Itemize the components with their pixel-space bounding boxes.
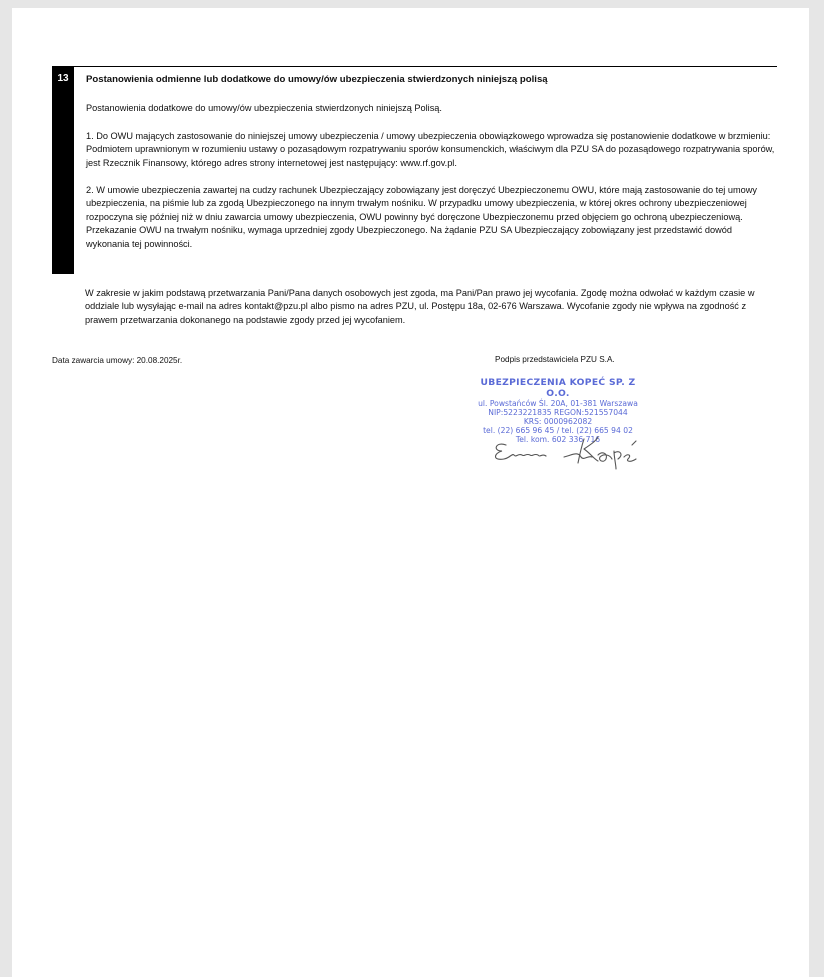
stamp-ids: NIP:5223221835 REGON:521557044 xyxy=(488,408,628,417)
stamp-company-name: UBEZPIECZENIA KOPEĆ SP. Z O.O. xyxy=(480,377,636,399)
paragraph-1-detail: Podmiotem uprawnionym w rozumieniu ustawy o pozasądowym rozpatrywaniu sporów konsumenckich, właściwym dla PZU SA do pozasądowego rozpatrywania sporów, jest Rzecznik Finansowy, którego adres strony internetowej jest następujący: www.rf.gov.pl. xyxy=(86,144,775,168)
stamp-krs: KRS: 0000962082 xyxy=(523,417,593,426)
section-13 xyxy=(52,66,777,251)
consent-text: W zakresie w jakim podstawą przetwarzania Pani/Pana danych osobowych jest zgoda, ma Pani/Pan prawo jej wycofania. Zgodę można odwołać w każdym czasie w oddziale lub wysyłając e-mail na adres kontakt@pzu.pl albo pismo na adres PZU, ul. Postępu 18a, 02-676 Warszawa. Wycofanie zgody nie wpływa na zgodność z prawem przetwarzania dokonanego na podstawie zgody przed jej wycofaniem. xyxy=(85,288,755,325)
stamp-mobile: Tel. kom. 602 336 716 xyxy=(515,435,601,444)
stamp-phones: tel. (22) 665 96 45 / tel. (22) 665 94 02 xyxy=(483,426,633,435)
section-title: Postanowienia odmienne lub dodatkowe do umowy/ów ubezpieczenia stwierdzonych niniejszą polisą xyxy=(86,74,548,85)
paragraph-1: 1. Do OWU mających zastosowanie do niniejszej umowy ubezpieczenia / umowy ubezpieczenia obowiązkowego wprowadza się postanowienie dodatkowe w brzmieniu: xyxy=(86,130,771,141)
section-intro: Postanowienia dodatkowe do umowy/ów ubezpieczenia stwierdzonych niniejszą Polisą. xyxy=(86,103,442,114)
section-number: 13 xyxy=(52,67,74,274)
signature-label: Podpis przedstawiciela PZU S.A. xyxy=(495,355,615,364)
document-page xyxy=(12,8,809,977)
stamp-address: ul. Powstańców Śl. 20A, 01-381 Warszawa xyxy=(478,399,638,408)
section-body xyxy=(86,73,777,251)
contract-date: Data zawarcia umowy: 20.08.2025r. xyxy=(52,356,183,365)
handwritten-signature xyxy=(486,431,646,471)
paragraph-2: 2. W umowie ubezpieczenia zawartej na cudzy rachunek Ubezpieczający zobowiązany jest doręczyć Ubezpieczonemu OWU, które mają zastosowanie do tej umowy ubezpieczenia, na piśmie lub za zgodą Ubezpieczonego na innym trwałym nośniku. W przypadku umowy ubezpieczenia, w której okres ochrony ubezpieczeniowej rozpoczyna się później niż w dniu zawarcia umowy ubezpieczenia, OWU powinny być doręczone Ubezpieczonemu przed objęciem go ochroną ubezpieczeniową. Przekazanie OWU na trwałym nośniku, wymaga uprzedniej zgody Ubezpieczonego. Na żądanie PZU SA Ubezpieczający zobowiązany jest przedstawić dowód wykonania tej powinności. xyxy=(86,185,758,249)
